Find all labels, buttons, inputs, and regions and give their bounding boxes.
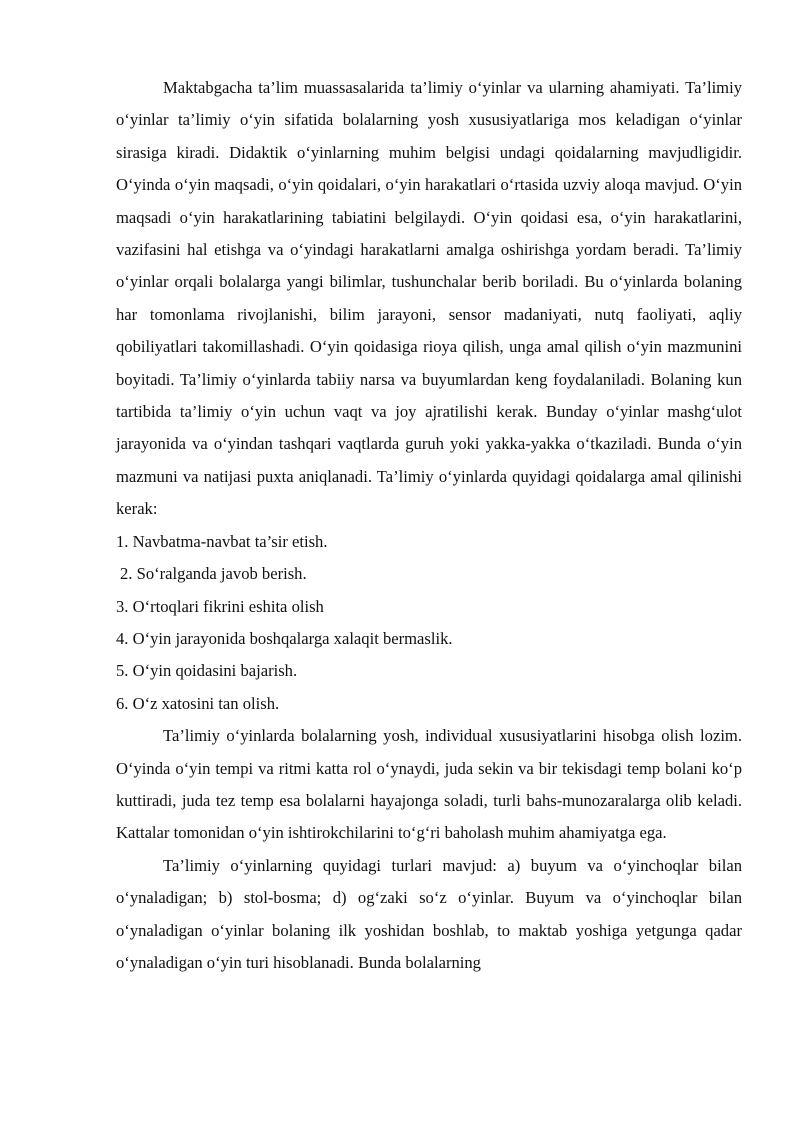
list-item: 6. O‘z xatosini tan olish.	[116, 693, 280, 713]
document-page	[116, 72, 742, 979]
rules-list	[116, 526, 742, 720]
list-item: 1. Navbatma-navbat ta’sir etish.	[116, 531, 328, 551]
list-item: 4. O‘yin jarayonida boshqalarga xalaqit bermaslik.	[116, 628, 453, 648]
paragraph-intro: Maktabgacha ta’lim muassasalarida ta’limiy o‘yinlar va ularning ahamiyati. Ta’limiy o‘yinlar ta’limiy o‘yin sifatida bolalarning yosh xususiyatlariga mos keladigan o‘yinlar sirasiga kiradi. Didaktik o‘yinlarning muhim belgisi undagi qoidalarning mavjudligidir. O‘yinda o‘yin maqsadi, o‘yin qoidalari, o‘yin harakatlari o‘rtasida uzviy aloqa mavjud. O‘yin maqsadi o‘yin harakatlarining tabiatini belgilaydi. O‘yin qoidasi esa, o‘yin harakatlarini, vazifasini hal etishga va o‘yindagi harakatlarni amalga oshirishga yordam beradi. Ta’limiy o‘yinlar orqali bolalarga yangi bilimlar, tushunchalar berib boriladi. Bu o‘yinlarda bolaning har tomonlama rivojlanishi, bilim jarayoni, sensor madaniyati, nutq faoliyati, aqliy qobiliyatlari takomillashadi. O‘yin qoidasiga rioya qilish, unga amal qilish o‘yin mazmunini boyitadi. Ta’limiy o‘yinlarda tabiiy narsa va buyumlardan keng foydalaniladi. Bolaning kun tartibida ta’limiy o‘yin uchun vaqt va joy ajratilishi kerak. Bunday o‘yinlar mashg‘ulot jarayonida va o‘yindan tashqari vaqtlarda guruh yoki yakka-yakka o‘tkaziladi. Bunda o‘yin mazmuni va natijasi puxta aniqlanadi. Ta’limiy o‘yinlarda quyidagi qoidalarga amal qilinishi kerak:	[116, 78, 742, 519]
list-item: 5. O‘yin qoidasini bajarish.	[116, 661, 298, 681]
list-item: 2. So‘ralganda javob berish.	[120, 564, 307, 584]
list-item: 3. O‘rtoqlari fikrini eshita olish	[116, 596, 324, 616]
paragraph-tempo: Ta’limiy o‘yinlarda bolalarning yosh, individual xususiyatlarini hisobga olish lozim. O‘yinda o‘yin tempi va ritmi katta rol o‘ynaydi, juda sekin va bir tekisdagi temp bolani ko‘p kuttiradi, juda tez temp esa bolalarni hayajonga soladi, turli bahs-munozaralarga olib keladi. Kattalar tomonidan o‘yin ishtirokchilarini to‘g‘ri baholash muhim ahamiyatga ega.	[116, 726, 742, 843]
paragraph-types: Ta’limiy o‘yinlarning quyidagi turlari mavjud: a) buyum va o‘yinchoqlar bilan o‘ynaladigan; b) stol-bosma; d) og‘zaki so‘z o‘yinlar. Buyum va o‘yinchoqlar bilan o‘ynaladigan o‘yinlar bolaning ilk yoshidan boshlab, to maktab yoshiga yetgunga qadar o‘ynaladigan o‘yin turi hisoblanadi. Bunda bolalarning	[116, 855, 742, 972]
